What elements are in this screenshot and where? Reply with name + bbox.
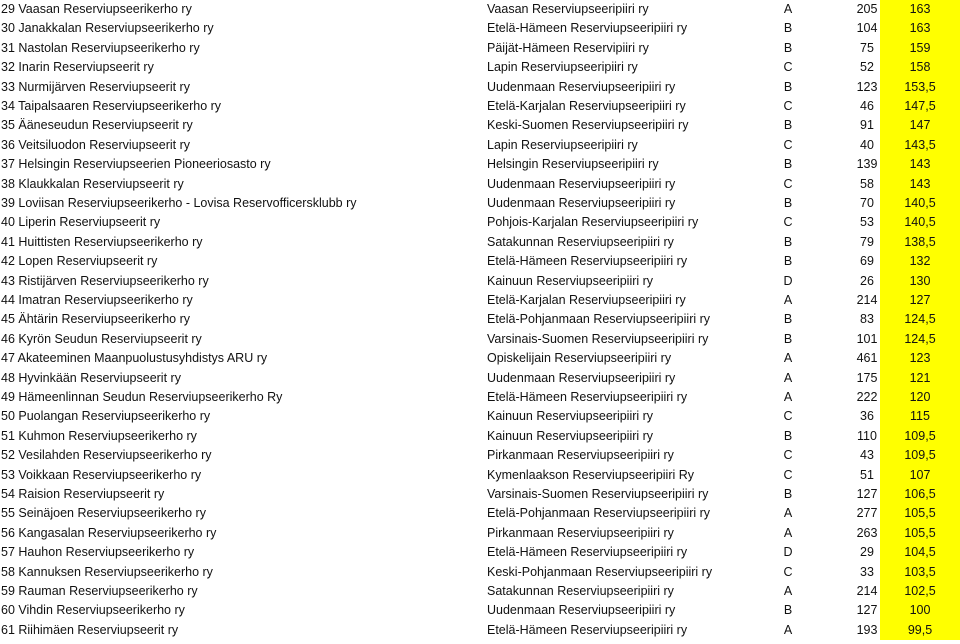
class-cell: B xyxy=(783,196,793,210)
table-row xyxy=(0,504,960,523)
score-cell: 127 xyxy=(880,291,960,310)
club-name: 30 Janakkalan Reserviupseerikerho ry xyxy=(1,21,214,36)
class-cell: B xyxy=(783,157,793,172)
score-cell: 147,5 xyxy=(880,97,960,116)
member-count: 91 xyxy=(860,118,874,133)
member-count: 101 xyxy=(856,331,878,346)
member-count: 43 xyxy=(860,448,874,463)
club-name: 58 Kannuksen Reserviupseerikerho ry xyxy=(1,564,213,579)
class-cell: A xyxy=(783,2,793,16)
member-count: 40 xyxy=(860,137,874,152)
club-name: 59 Rauman Reserviupseerikerho ry xyxy=(1,584,198,598)
table-row xyxy=(0,58,960,77)
club-name: 31 Nastolan Reserviupseerikerho ry xyxy=(1,40,200,55)
class-cell: A xyxy=(783,351,793,366)
member-count: 83 xyxy=(860,312,874,327)
club-name: 34 Taipalsaaren Reserviupseerikerho ry xyxy=(1,99,222,113)
table-row xyxy=(0,194,960,213)
class-cell: B xyxy=(783,487,793,501)
class-cell: C xyxy=(783,448,793,463)
district-name: Päijät-Hämeen Reservipiiri ry xyxy=(487,40,649,55)
member-count: 222 xyxy=(856,390,878,404)
score-cell: 120 xyxy=(880,388,960,407)
district-name: Etelä-Hämeen Reserviupseeripiiri ry xyxy=(487,21,688,36)
score-cell: 103,5 xyxy=(880,563,960,582)
club-name: 38 Klaukkalan Reserviupseerit ry xyxy=(1,176,184,191)
score-cell: 163 xyxy=(880,0,960,19)
score-cell: 107 xyxy=(880,466,960,485)
score-cell: 159 xyxy=(880,39,960,58)
district-name: Etelä-Hämeen Reserviupseeripiiri ry xyxy=(487,254,688,269)
score-cell: 153,5 xyxy=(880,78,960,97)
member-count: 104 xyxy=(856,21,878,36)
class-cell: B xyxy=(783,603,793,618)
class-cell: B xyxy=(783,118,793,133)
district-name: Etelä-Pohjanmaan Reserviupseeripiiri ry xyxy=(487,312,711,327)
score-cell: 124,5 xyxy=(880,330,960,349)
club-name: 50 Puolangan Reserviupseerikerho ry xyxy=(1,409,211,424)
district-name: Helsingin Reserviupseeripiiri ry xyxy=(487,157,659,172)
club-name: 40 Liperin Reserviupseerit ry xyxy=(1,215,161,230)
district-name: Satakunnan Reserviupseeripiiri ry xyxy=(487,584,674,598)
member-count: 29 xyxy=(860,545,874,560)
district-name: Kymenlaakson Reserviupseeripiiri Ry xyxy=(487,467,695,482)
score-cell: 106,5 xyxy=(880,485,960,504)
class-cell: A xyxy=(783,584,793,598)
score-cell: 102,5 xyxy=(880,582,960,601)
club-name: 35 Ääneseudun Reserviupseerit ry xyxy=(1,118,193,133)
table-row xyxy=(0,621,960,640)
score-cell: 138,5 xyxy=(880,233,960,252)
member-count: 127 xyxy=(856,603,878,618)
class-cell: C xyxy=(783,409,793,424)
table-row xyxy=(0,291,960,310)
class-cell: D xyxy=(783,545,793,560)
member-count: 58 xyxy=(860,176,874,191)
table-row xyxy=(0,446,960,465)
table-row xyxy=(0,524,960,543)
table-row xyxy=(0,466,960,485)
table-row xyxy=(0,97,960,116)
member-count: 175 xyxy=(856,370,878,385)
table-row xyxy=(0,39,960,58)
club-name: 43 Ristijärven Reserviupseerikerho ry xyxy=(1,273,209,288)
member-count: 127 xyxy=(856,487,878,501)
district-name: Kainuun Reserviupseeripiiri ry xyxy=(487,273,654,288)
class-cell: C xyxy=(783,215,793,230)
district-name: Etelä-Hämeen Reserviupseeripiiri ry xyxy=(487,390,688,404)
class-cell: B xyxy=(783,254,793,269)
table-row xyxy=(0,427,960,446)
class-cell: B xyxy=(783,331,793,346)
class-cell: A xyxy=(783,622,793,637)
score-cell: 132 xyxy=(880,252,960,271)
district-name: Varsinais-Suomen Reserviupseeripiiri ry xyxy=(487,331,709,346)
class-cell: A xyxy=(783,390,793,404)
table-row xyxy=(0,136,960,155)
table-row xyxy=(0,563,960,582)
member-count: 33 xyxy=(860,564,874,579)
table-row xyxy=(0,582,960,601)
score-cell: 115 xyxy=(880,407,960,426)
club-name: 51 Kuhmon Reserviupseerikerho ry xyxy=(1,428,197,443)
score-cell: 147 xyxy=(880,116,960,135)
class-cell: C xyxy=(783,176,793,191)
district-name: Uudenmaan Reserviupseeripiiri ry xyxy=(487,196,676,210)
score-cell: 104,5 xyxy=(880,543,960,562)
score-cell: 143 xyxy=(880,175,960,194)
class-cell: A xyxy=(783,293,793,307)
member-count: 123 xyxy=(856,79,878,94)
class-cell: D xyxy=(783,273,793,288)
district-name: Etelä-Karjalan Reserviupseeripiiri ry xyxy=(487,99,686,113)
table-row xyxy=(0,349,960,368)
district-name: Uudenmaan Reserviupseeripiiri ry xyxy=(487,176,676,191)
score-cell: 140,5 xyxy=(880,213,960,232)
class-cell: C xyxy=(783,564,793,579)
club-name: 33 Nurmijärven Reserviupseerit ry xyxy=(1,79,190,94)
member-count: 214 xyxy=(856,293,878,307)
district-name: Vaasan Reserviupseeripiiri ry xyxy=(487,2,649,16)
table-row xyxy=(0,485,960,504)
club-name: 52 Vesilahden Reserviupseerikerho ry xyxy=(1,448,212,463)
club-name: 32 Inarin Reserviupseerit ry xyxy=(1,60,154,75)
member-count: 205 xyxy=(856,2,878,16)
member-count: 46 xyxy=(860,99,874,113)
member-count: 139 xyxy=(856,157,878,172)
district-name: Lapin Reserviupseeripiiri ry xyxy=(487,137,638,152)
table-row xyxy=(0,330,960,349)
score-cell: 143 xyxy=(880,155,960,174)
district-name: Pirkanmaan Reserviupseeripiiri ry xyxy=(487,448,674,463)
class-cell: B xyxy=(783,40,793,55)
score-cell: 163 xyxy=(880,19,960,38)
district-name: Lapin Reserviupseeripiiri ry xyxy=(487,60,638,75)
table-row xyxy=(0,155,960,174)
class-cell: B xyxy=(783,21,793,36)
district-name: Uudenmaan Reserviupseeripiiri ry xyxy=(487,603,676,618)
table-row xyxy=(0,78,960,97)
district-name: Uudenmaan Reserviupseeripiiri ry xyxy=(487,79,676,94)
district-name: Uudenmaan Reserviupseeripiiri ry xyxy=(487,370,676,385)
club-name: 39 Loviisan Reserviupseerikerho - Lovisa Reservofficersklubb ry xyxy=(1,196,357,210)
member-count: 53 xyxy=(860,215,874,230)
table-row xyxy=(0,116,960,135)
district-name: Etelä-Pohjanmaan Reserviupseeripiiri ry xyxy=(487,506,711,521)
district-name: Kainuun Reserviupseeripiiri ry xyxy=(487,409,654,424)
table-row xyxy=(0,272,960,291)
club-name: 44 Imatran Reserviupseerikerho ry xyxy=(1,293,193,307)
district-name: Etelä-Hämeen Reserviupseeripiiri ry xyxy=(487,545,688,560)
class-cell: B xyxy=(783,79,793,94)
district-name: Keski-Suomen Reserviupseeripiiri ry xyxy=(487,118,689,133)
club-name: 60 Vihdin Reserviupseerikerho ry xyxy=(1,603,185,618)
score-cell: 105,5 xyxy=(880,524,960,543)
member-count: 75 xyxy=(860,40,874,55)
table-row xyxy=(0,175,960,194)
member-count: 36 xyxy=(860,409,874,424)
score-cell: 123 xyxy=(880,349,960,368)
table-row xyxy=(0,369,960,388)
score-cell: 99,5 xyxy=(880,621,960,640)
member-count: 263 xyxy=(856,525,878,540)
member-count: 26 xyxy=(860,273,874,288)
member-count: 214 xyxy=(856,584,878,598)
club-name: 53 Voikkaan Reserviupseerikerho ry xyxy=(1,467,202,482)
club-name: 37 Helsingin Reserviupseerien Pioneeriosasto ry xyxy=(1,157,271,172)
table-row xyxy=(0,252,960,271)
class-cell: B xyxy=(783,312,793,327)
club-name: 42 Lopen Reserviupseerit ry xyxy=(1,254,158,269)
club-name: 54 Raision Reserviupseerit ry xyxy=(1,487,165,501)
score-cell: 121 xyxy=(880,369,960,388)
class-cell: A xyxy=(783,370,793,385)
member-count: 79 xyxy=(860,234,874,249)
class-cell: C xyxy=(783,60,793,75)
table-row xyxy=(0,601,960,620)
table-row xyxy=(0,407,960,426)
member-count: 69 xyxy=(860,254,874,269)
score-cell: 109,5 xyxy=(880,427,960,446)
class-cell: B xyxy=(783,428,793,443)
class-cell: B xyxy=(783,234,793,249)
table-row xyxy=(0,213,960,232)
table-row xyxy=(0,0,960,19)
club-name: 48 Hyvinkään Reserviupseerit ry xyxy=(1,370,181,385)
score-cell: 109,5 xyxy=(880,446,960,465)
club-name: 49 Hämeenlinnan Seudun Reserviupseerikerho Ry xyxy=(1,390,283,404)
club-name: 57 Hauhon Reserviupseerikerho ry xyxy=(1,545,195,560)
member-count: 277 xyxy=(856,506,878,521)
class-cell: C xyxy=(783,137,793,152)
class-cell: C xyxy=(783,99,793,113)
member-count: 461 xyxy=(856,351,878,366)
district-name: Varsinais-Suomen Reserviupseeripiiri ry xyxy=(487,487,709,501)
district-name: Kainuun Reserviupseeripiiri ry xyxy=(487,428,654,443)
club-name: 61 Riihimäen Reserviupseerit ry xyxy=(1,622,179,637)
club-name: 46 Kyrön Seudun Reserviupseerit ry xyxy=(1,331,202,346)
member-count: 193 xyxy=(856,622,878,637)
district-name: Etelä-Karjalan Reserviupseeripiiri ry xyxy=(487,293,686,307)
district-name: Satakunnan Reserviupseeripiiri ry xyxy=(487,234,674,249)
table-row xyxy=(0,543,960,562)
score-cell: 140,5 xyxy=(880,194,960,213)
district-name: Keski-Pohjanmaan Reserviupseeripiiri ry xyxy=(487,564,713,579)
club-name: 45 Ähtärin Reserviupseerikerho ry xyxy=(1,312,190,327)
score-cell: 124,5 xyxy=(880,310,960,329)
table-row xyxy=(0,310,960,329)
district-name: Pirkanmaan Reserviupseeripiiri ry xyxy=(487,525,674,540)
score-cell: 100 xyxy=(880,601,960,620)
district-name: Etelä-Hämeen Reserviupseeripiiri ry xyxy=(487,622,688,637)
score-cell: 105,5 xyxy=(880,504,960,523)
district-name: Opiskelijain Reserviupseeripiiri ry xyxy=(487,351,672,366)
club-name: 56 Kangasalan Reserviupseerikerho ry xyxy=(1,525,217,540)
club-name: 47 Akateeminen Maanpuolustusyhdistys ARU ry xyxy=(1,351,268,366)
club-name: 55 Seinäjoen Reserviupseerikerho ry xyxy=(1,506,206,521)
member-count: 51 xyxy=(860,467,874,482)
club-name: 36 Veitsiluodon Reserviupseerit ry xyxy=(1,137,190,152)
club-name: 41 Huittisten Reserviupseerikerho ry xyxy=(1,234,203,249)
member-count: 70 xyxy=(860,196,874,210)
table-row xyxy=(0,388,960,407)
class-cell: C xyxy=(783,467,793,482)
club-name: 29 Vaasan Reserviupseerikerho ry xyxy=(1,2,192,16)
score-cell: 143,5 xyxy=(880,136,960,155)
district-name: Pohjois-Karjalan Reserviupseeripiiri ry xyxy=(487,215,699,230)
table-row xyxy=(0,233,960,252)
class-cell: A xyxy=(783,525,793,540)
score-cell: 158 xyxy=(880,58,960,77)
score-cell: 130 xyxy=(880,272,960,291)
member-count: 110 xyxy=(857,428,877,443)
member-count: 52 xyxy=(860,60,874,75)
table-row xyxy=(0,19,960,38)
class-cell: A xyxy=(783,506,793,521)
